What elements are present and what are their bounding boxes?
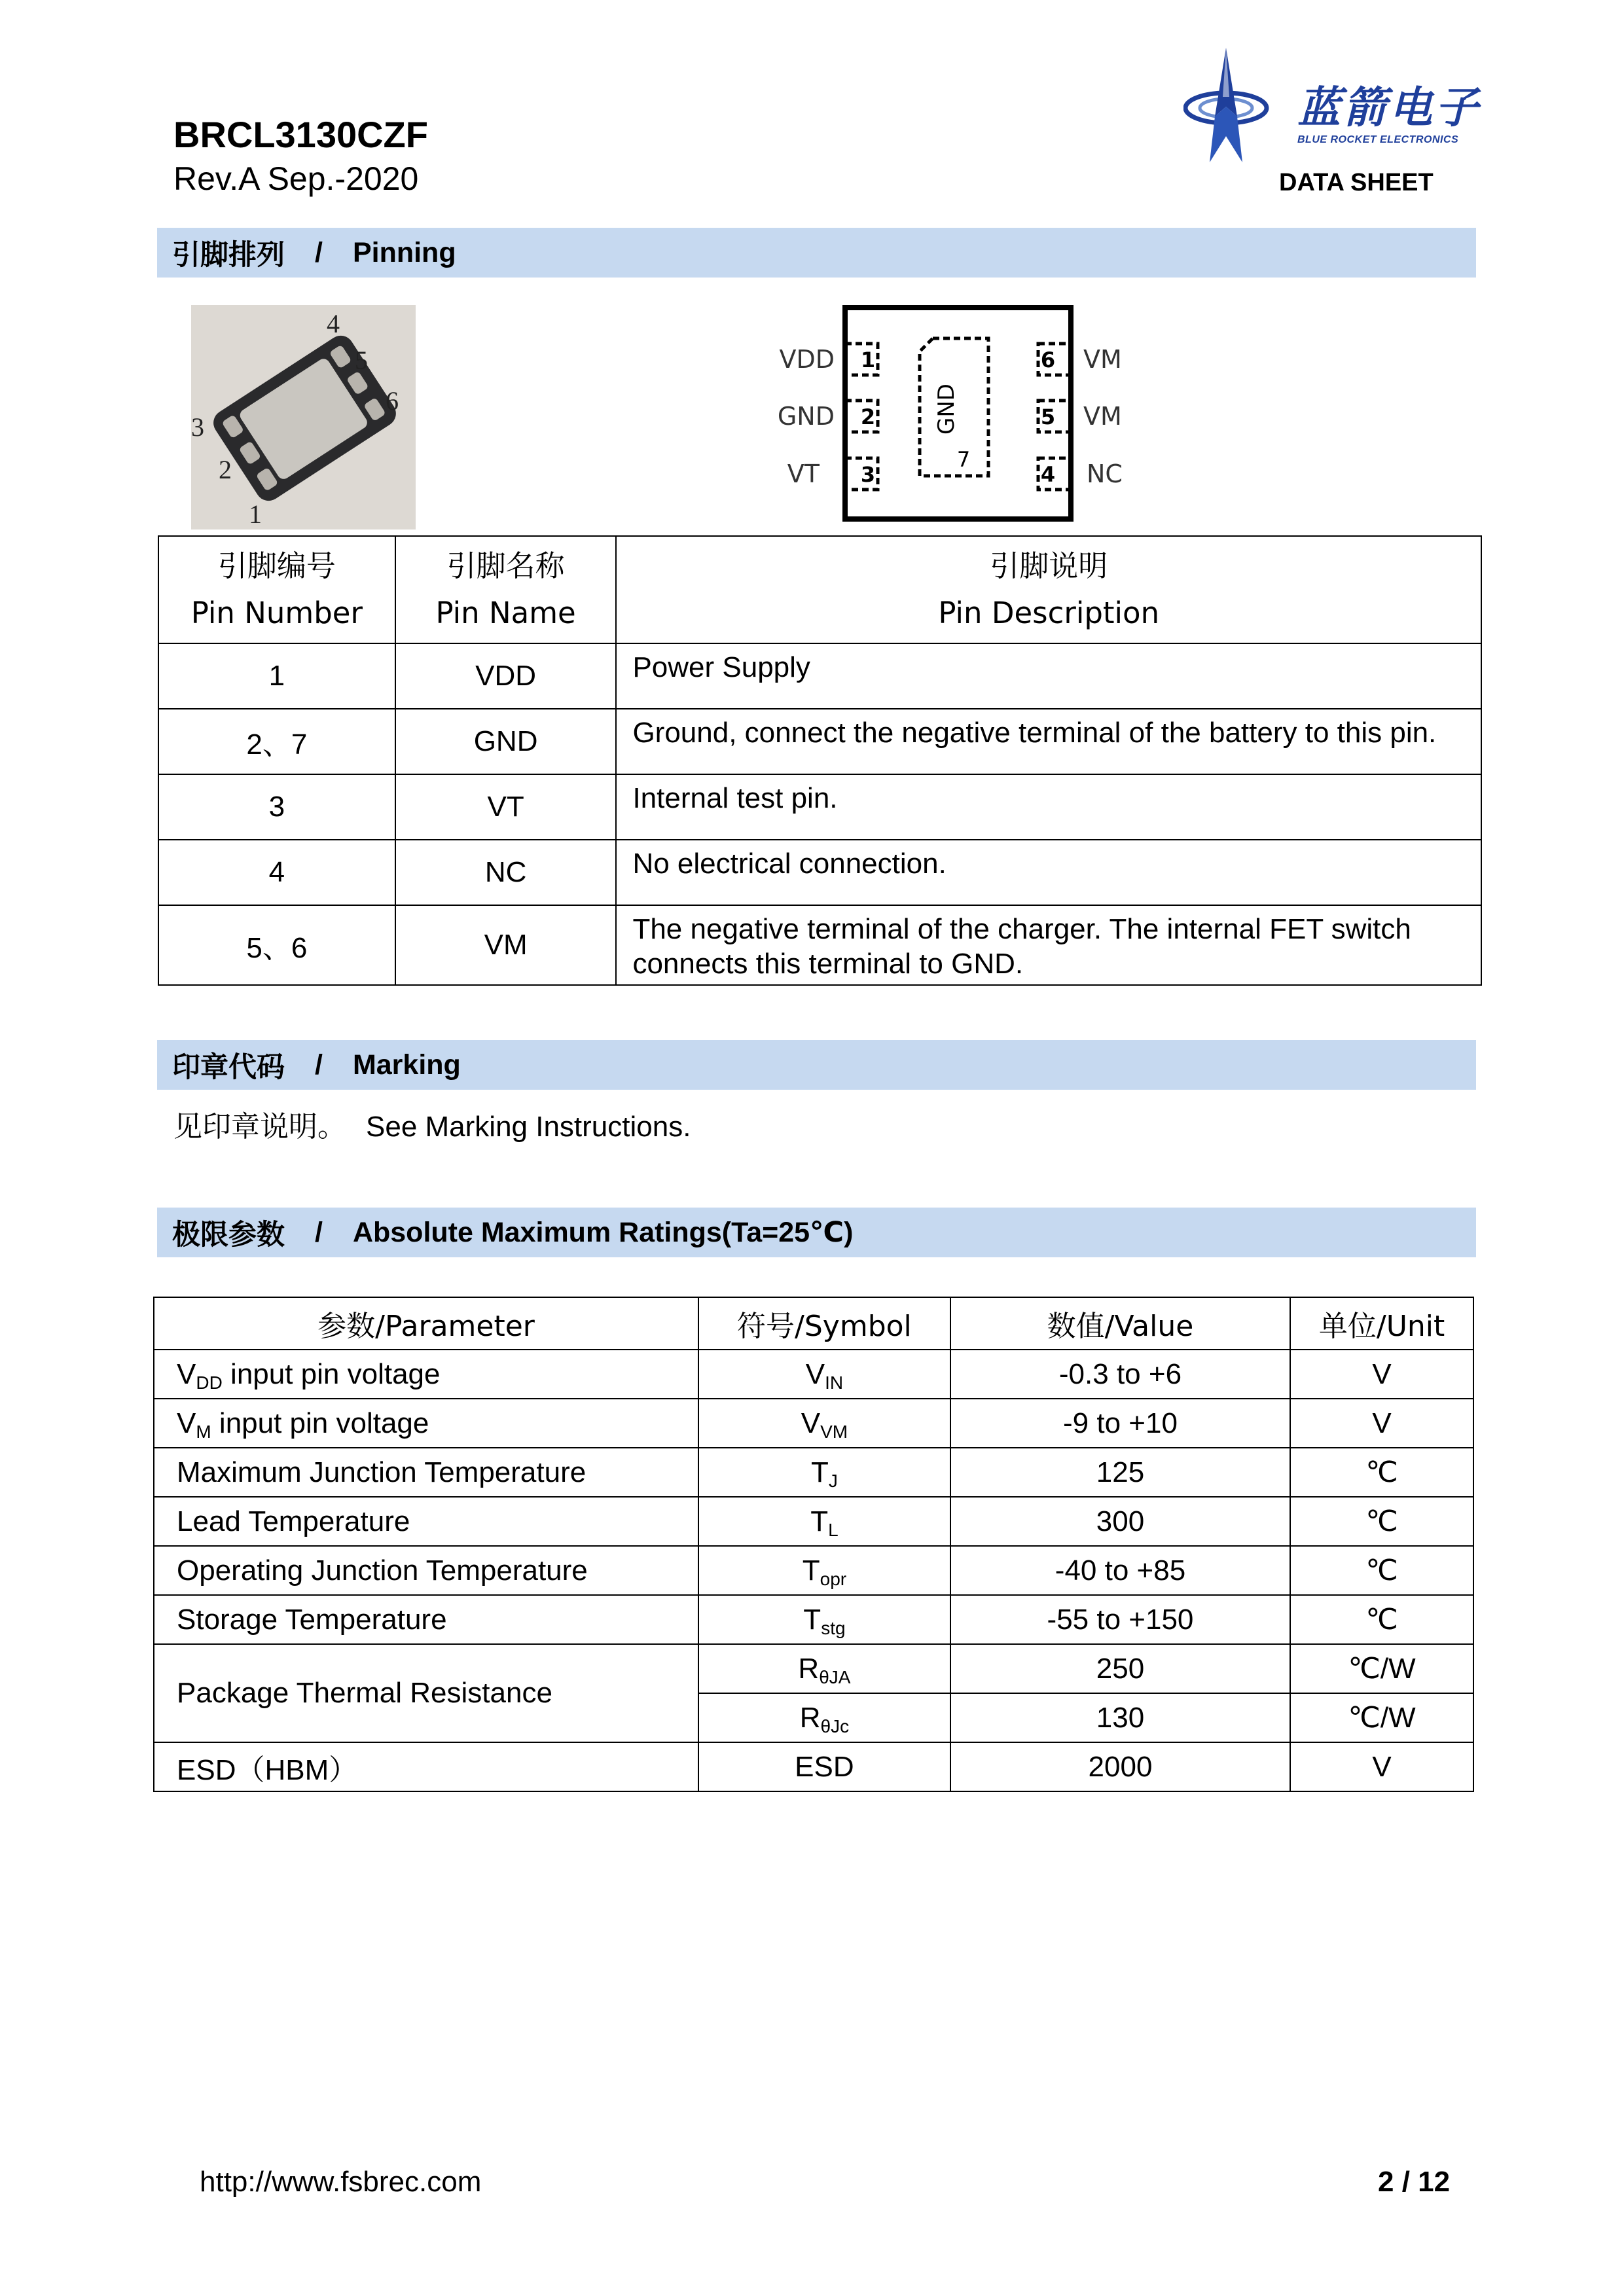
section-title-en: Marking [352,1049,461,1081]
pin-number-4: 4 [1040,462,1056,487]
parameter-cell: Operating Junction Temperature [154,1546,698,1595]
parameter-cell: ESD（HBM） [154,1742,698,1791]
pin-number-6: 6 [1040,348,1056,372]
pin-label-vm: VM [1083,402,1122,431]
pin-name-cell: VM [395,905,617,985]
pin-label-gnd: GND [777,402,835,431]
table-row [158,643,1481,709]
unit-cell: ℃ [1290,1448,1473,1497]
value-cell: 250 [950,1644,1290,1693]
symbol-cell: ESD [698,1742,950,1791]
value-cell: -9 to +10 [950,1399,1290,1448]
section-title-cn: 印章代码 [172,1051,285,1083]
photo-pin-label: 3 [191,412,204,442]
pin-number-cell: 5、6 [158,905,395,985]
pin-desc-cell: The negative terminal of the charger. The internal FET switch connects this terminal to GND. [616,905,1481,985]
pin-name-cell: VT [395,774,617,840]
footer-website-link[interactable]: http://www.fsbrec.com [200,2166,482,2198]
header-pin-number: 引脚编号 Pin Number [158,536,395,643]
pin-number-2: 2 [860,404,876,429]
package-photo [191,305,416,529]
symbol-cell: $R_{\theta Jc}$ [698,1693,950,1742]
photo-pin-label: 5 [355,346,368,375]
section-title-cn: 极限参数 [172,1219,285,1251]
symbol-cell: $T_J$ [698,1448,950,1497]
unit-cell: ℃/W [1290,1693,1473,1742]
pin-desc-cell: Internal test pin. [616,774,1481,840]
value-cell: 300 [950,1497,1290,1546]
pin-diagram [759,298,1152,530]
table-row [154,1546,1473,1595]
pin-name-cell: GND [395,709,617,774]
pin-number-3: 3 [860,462,876,487]
pin-label-vdd: VDD [779,345,835,374]
pin-label-vm: VM [1083,345,1122,374]
parameter-cell: $V_{DD}$ input pin voltage [154,1350,698,1399]
marking-instructions [173,1113,691,1141]
pin-number-1: 1 [860,348,876,372]
pin-name-cell: VDD [395,643,617,709]
header-parameter: 参数/Parameter [154,1297,698,1350]
table-header-row [154,1297,1473,1350]
pin-number-5: 5 [1040,404,1056,429]
symbol-cell: $T_L$ [698,1497,950,1546]
photo-pin-label: 2 [219,455,232,484]
section-header-ratings [157,1208,1476,1257]
pin-label-vt: VT [787,459,820,488]
symbol-cell: $R_{\theta JA}$ [698,1644,950,1693]
pin-desc-cell: No electrical connection. [616,840,1481,905]
pin-number-cell: 3 [158,774,395,840]
part-number-title: BRCL3130CZF [173,114,428,155]
value-cell: 130 [950,1693,1290,1742]
table-row [154,1742,1473,1791]
pin-number-cell: 4 [158,840,395,905]
symbol-cell: $V_{IN}$ [698,1350,950,1399]
photo-pin-label: 4 [327,309,340,338]
symbol-cell: $V_{VM}$ [698,1399,950,1448]
page-number: 2 / 12 [1378,2166,1451,2198]
header-value: 数值/Value [950,1297,1290,1350]
value-cell: -55 to +150 [950,1595,1290,1644]
pad-number-7: 7 [956,447,971,472]
table-row [154,1644,1473,1693]
logo-english-text: BLUE ROCKET ELECTRONICS [1297,134,1459,145]
header-pin-description: 引脚说明 Pin Description [616,536,1481,643]
unit-cell: ℃/W [1290,1644,1473,1693]
logo-chinese-text: 蓝箭电子 [1297,82,1481,133]
parameter-cell: $V_M$ input pin voltage [154,1399,698,1448]
table-header-row [158,536,1481,643]
section-title-en: Pinning [352,236,456,268]
table-row [154,1399,1473,1448]
unit-cell: ℃ [1290,1595,1473,1644]
table-row [158,905,1481,985]
value-cell: -0.3 to +6 [950,1350,1290,1399]
table-row [158,709,1481,774]
parameter-cell: Storage Temperature [154,1595,698,1644]
pin-label-nc: NC [1087,459,1123,488]
section-header-pinning [157,228,1476,278]
unit-cell: V [1290,1350,1473,1399]
section-title-cn: 引脚排列 [172,239,285,271]
header-symbol: 符号/Symbol [698,1297,950,1350]
pin-desc-cell: Ground, connect the negative terminal of the battery to this pin. [616,709,1481,774]
section-title-slash: / [315,1049,323,1081]
symbol-cell: $T_{opr}$ [698,1546,950,1595]
section-header-marking [157,1040,1476,1090]
photo-pin-label: 6 [386,386,399,416]
pin-name-cell: NC [395,840,617,905]
unit-cell: ℃ [1290,1497,1473,1546]
section-title-slash: / [315,1216,323,1248]
section-title-slash: / [315,236,323,268]
table-row [158,840,1481,905]
pin-number-cell: 1 [158,643,395,709]
photo-pin-label: 1 [249,499,262,529]
parameter-cell: Maximum Junction Temperature [154,1448,698,1497]
value-cell: 2000 [950,1742,1290,1791]
revision-date: Rev.A Sep.-2020 [173,160,419,197]
symbol-cell: $T_{stg}$ [698,1595,950,1644]
value-cell: 125 [950,1448,1290,1497]
unit-cell: V [1290,1742,1473,1791]
pin-number-cell: 2、7 [158,709,395,774]
pin-desc-cell: Power Supply [616,643,1481,709]
pin-description-table [158,535,1482,986]
table-row [154,1595,1473,1644]
absolute-max-ratings-table [153,1297,1474,1792]
table-row [154,1350,1473,1399]
header-unit: 单位/Unit [1290,1297,1473,1350]
marking-text-en: See Marking Instructions. [366,1111,691,1143]
parameter-cell: Lead Temperature [154,1497,698,1546]
pad-label-gnd: GND [933,384,960,435]
marking-text-cn: 见印章说明。 [173,1111,346,1143]
table-row [158,774,1481,840]
data-sheet-label: DATA SHEET [1279,169,1434,196]
unit-cell: V [1290,1399,1473,1448]
table-row [154,1448,1473,1497]
value-cell: -40 to +85 [950,1546,1290,1595]
table-row [154,1497,1473,1546]
parameter-cell: Package Thermal Resistance [154,1644,698,1742]
header-pin-name: 引脚名称 Pin Name [395,536,617,643]
unit-cell: ℃ [1290,1546,1473,1595]
section-title-en: Absolute Maximum Ratings(Ta=25℃) [352,1217,854,1248]
